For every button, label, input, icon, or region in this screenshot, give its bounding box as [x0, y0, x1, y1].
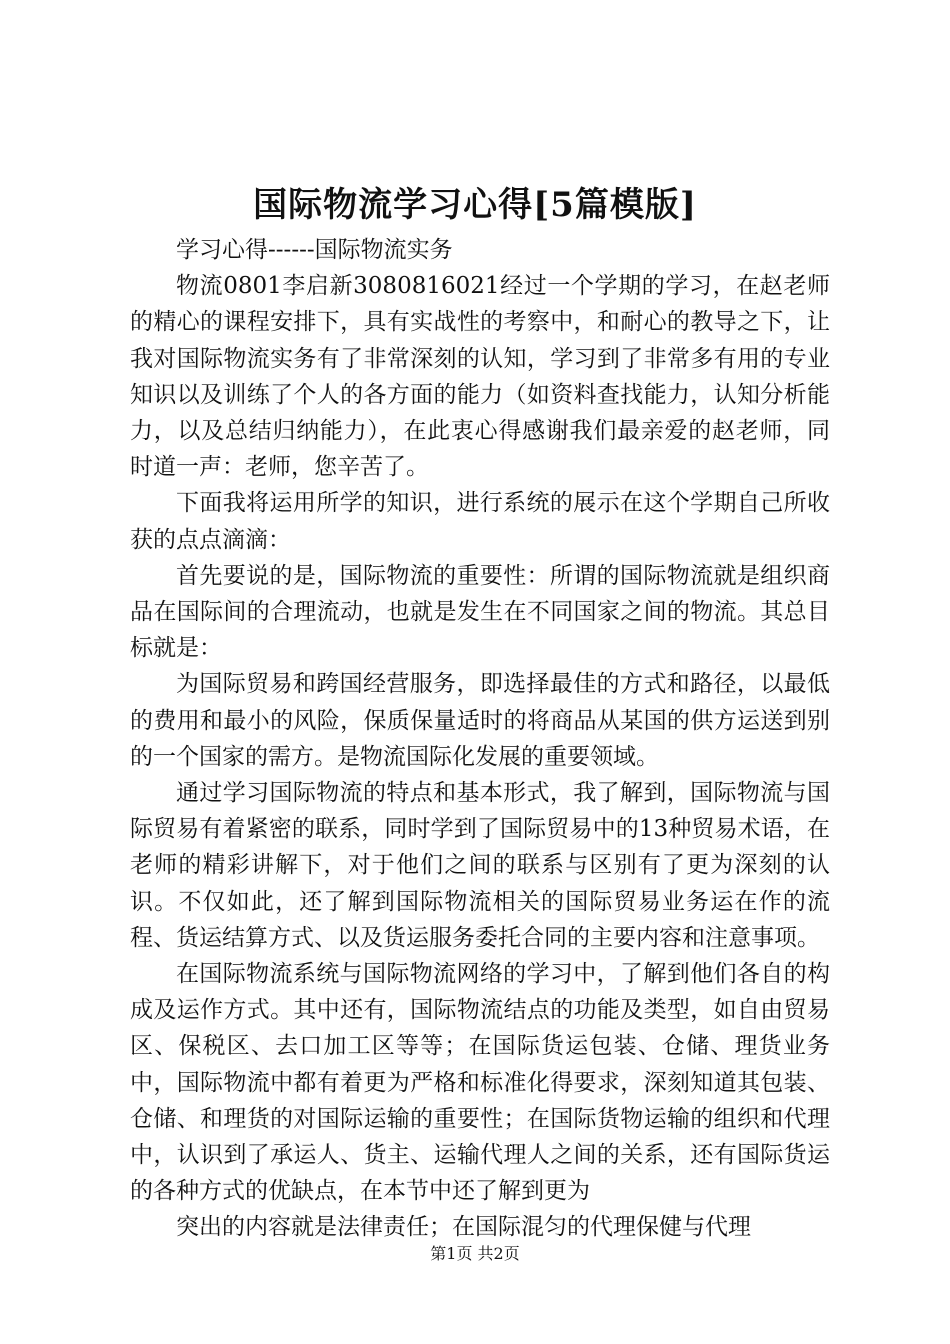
- paragraph: 在国际物流系统与国际物流网络的学习中，了解到他们各自的构成及运作方式。其中还有，国际物流结点的功能及类型，如自由贸易区、保税区、去口加工区等等；在国际货运包装、仓储、理货业务中，国际物流中都有着更为严格和标准化得要求，深刻知道其包装、仓储、和理货的对国际运输的重要性；在国际货物运输的组织和代理中，认识到了承运人、货主、运输代理人之间的关系，还有国际货运的各种方式的优缺点，在本节中还了解到更为: [130, 961, 830, 1205]
- paragraph: 突出的内容就是法律责任；在国际混匀的代理保健与代理: [176, 1214, 751, 1241]
- paragraph: 物流0801李启新3080816021经过一个学期的学习，在赵老师的精心的课程安排下，具有实战性的考察中，和耐心的教导之下，让我对国际物流实务有了非常深刻的认知，学习到了非常多有用的专业知识以及训练了个人的各方面的能力（如资料查找能力，认知分析能力，以及总结归纳能力），在此衷心得感谢我们最亲爱的赵老师，同时道一声：老师，您辛苦了。: [130, 273, 830, 481]
- paragraph: 首先要说的是，国际物流的重要性：所谓的国际物流就是组织商品在国际间的合理流动，也就是发生在不同国家之间的物流。其总目标就是：: [130, 562, 830, 662]
- paragraph: 下面我将运用所学的知识，进行系统的展示在这个学期自己所收获的点点滴滴：: [130, 490, 830, 553]
- paragraph: 为国际贸易和跨国经营服务，即选择最佳的方式和路径，以最低的费用和最小的风险，保质保量适时的将商品从某国的供方运送到别的一个国家的需方。是物流国际化发展的重要领域。: [130, 671, 830, 770]
- paragraph: 通过学习国际物流的特点和基本形式，我了解到，国际物流与国际贸易有着紧密的联系，同时学到了国际贸易中的13种贸易术语，在老师的精彩讲解下，对于他们之间的联系与区别有了更为深刻的认识。不仅如此，还了解到国际物流相关的国际贸易业务运在作的流程、货运结算方式、以及货运服务委托合同的主要内容和注意事项。: [130, 780, 830, 951]
- document-body: [130, 232, 830, 1246]
- paragraph-subtitle: 学习心得------国际物流实务: [176, 237, 453, 263]
- page-number-footer: 第1页 共2页: [430, 1244, 520, 1263]
- document-title: 国际物流学习心得[5篇模版]: [253, 185, 697, 225]
